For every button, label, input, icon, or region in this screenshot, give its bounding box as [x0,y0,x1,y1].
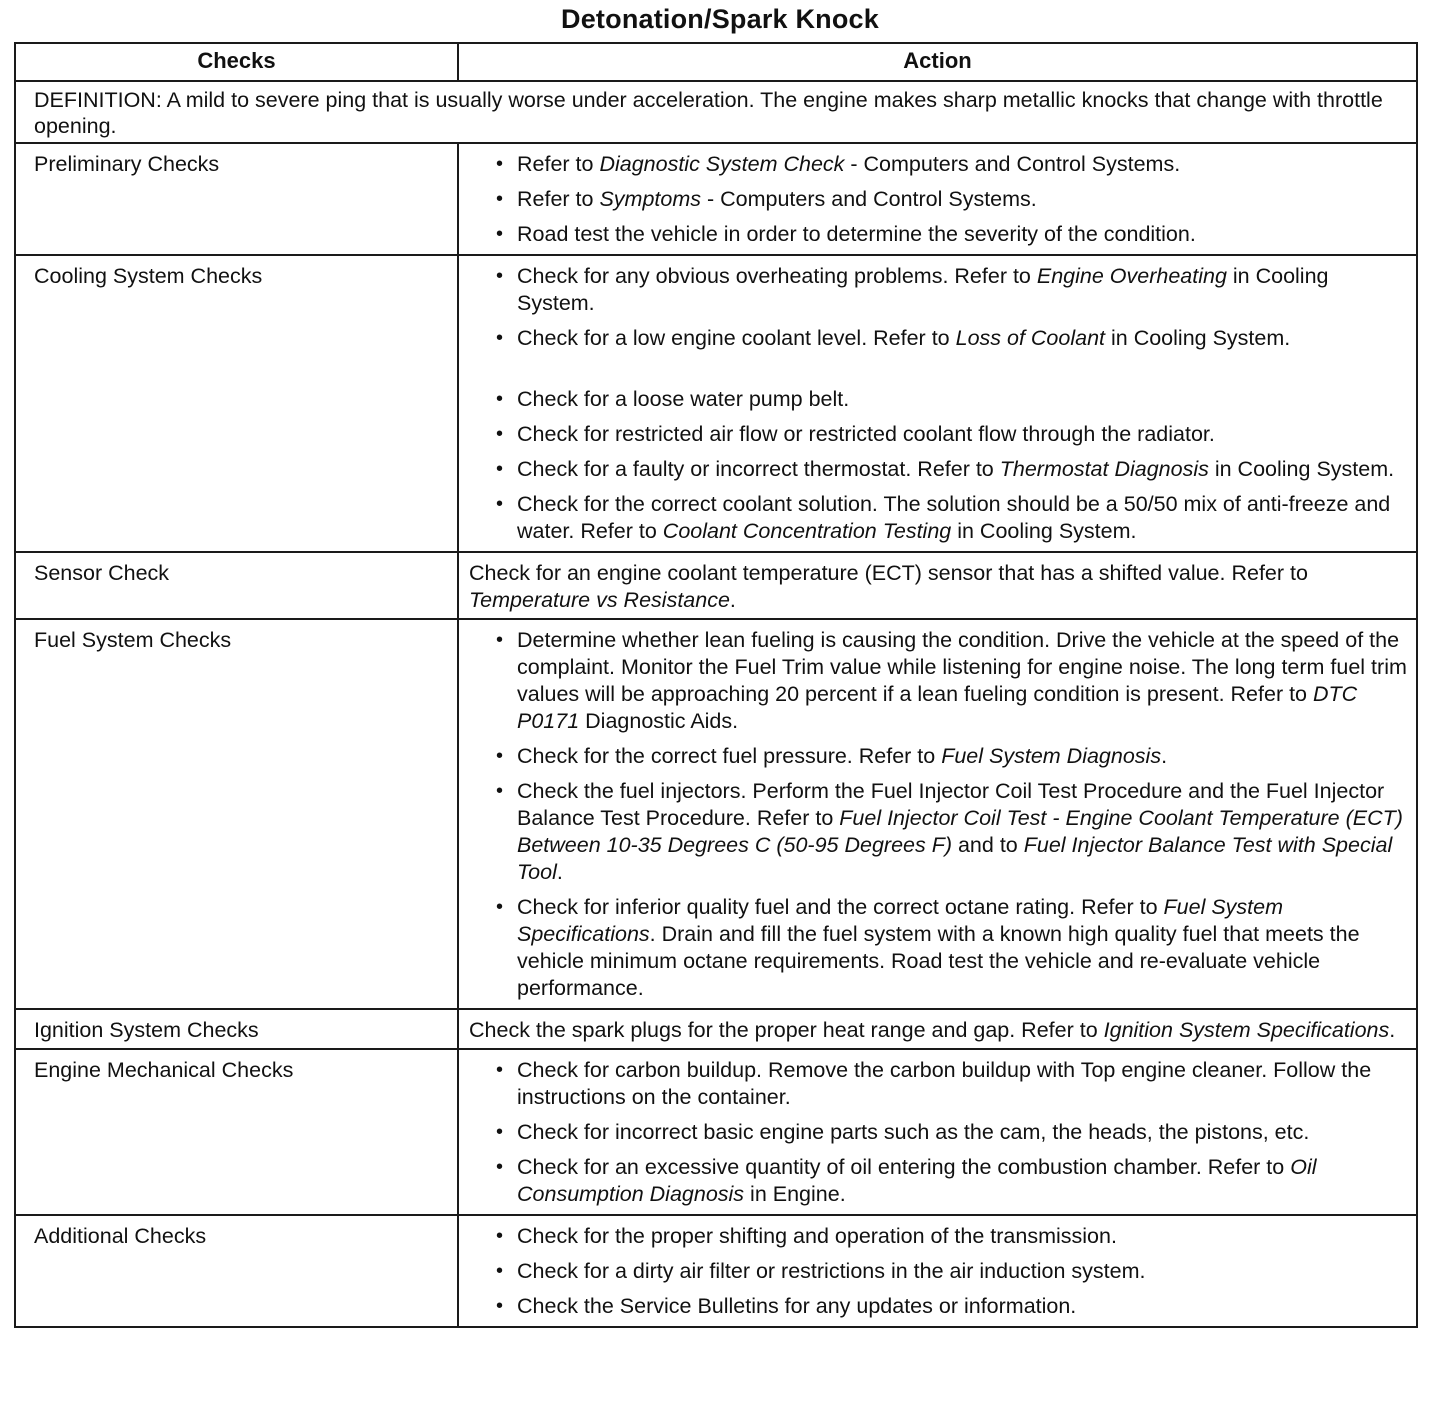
text-run: and to [952,833,1024,857]
reference-link-text: Fuel System Diagnosis [941,744,1162,768]
text-run: Diagnostic Aids. [579,709,739,733]
list-item [469,894,1410,1002]
list-item [469,421,1410,448]
definition-row [15,81,1417,143]
list-item [469,151,1410,178]
list-item [469,263,1410,317]
reference-link-text: Fuel Injector Balance Test with Special Tool [517,833,1393,884]
check-category-cell: Engine Mechanical Checks [15,1049,458,1215]
text-run: . [1389,1018,1396,1042]
reference-link-text: Ignition System Specifications [1103,1018,1390,1042]
text-run: Check for a low engine coolant level. Refer to [517,326,956,350]
action-cell [458,1049,1417,1215]
action-cell [458,1009,1417,1049]
action-cell [458,619,1417,1009]
reference-link-text: Symptoms [599,187,702,211]
check-category-cell: Preliminary Checks [15,143,458,255]
action-list [469,1223,1410,1320]
reference-link-text: Loss of Coolant [955,326,1106,350]
text-run: in Engine. [744,1182,846,1206]
reference-link-text: Thermostat Diagnosis [999,457,1209,481]
text-run: Check for any obvious overheating problems. Refer to [517,264,1037,288]
text-run: Refer to [517,187,600,211]
text-run: Check for inferior quality fuel and the correct octane rating. Refer to [517,895,1164,919]
text-run: . [1161,744,1168,768]
list-item [469,778,1410,886]
table-row [15,255,1417,552]
list-item [469,186,1410,213]
check-category-cell: Additional Checks [15,1215,458,1327]
list-item [469,1057,1410,1111]
action-cell [458,255,1417,552]
reference-link-text: DTC P0171 [517,682,1358,733]
text-run: Check for the correct coolant solution. The solution should be a 50/50 mix of anti-freeze and water. Refer to [517,492,1391,543]
list-item [469,1293,1410,1320]
list-item [469,1223,1410,1250]
list-item [469,456,1410,483]
text-run: Determine whether lean fueling is causing the condition. Drive the vehicle at the speed of the complaint. Monitor the Fuel Trim value while listening for engine noise. The long term fuel trim values will be approaching 20 percent if a lean fueling condition is present. Refer to [517,628,1407,706]
reference-link-text: Diagnostic System Check [599,152,845,176]
list-item [469,1119,1410,1146]
text-run: Refer to [517,152,600,176]
text-run: in Cooling System. [951,519,1137,543]
check-category-cell: Fuel System Checks [15,619,458,1009]
list-item [469,1258,1410,1285]
table-row [15,1215,1417,1327]
action-list [469,1057,1410,1208]
text-run: Road test the vehicle in order to determine the severity of the condition. [517,222,1196,246]
text-run: in Cooling System. [1208,457,1395,481]
text-run: Check for incorrect basic engine parts such as the cam, the heads, the pistons, etc. [517,1120,1310,1144]
list-item [469,221,1410,248]
list-item [469,386,1410,413]
check-category-cell: Sensor Check [15,552,458,619]
action-list [469,263,1410,545]
text-run: Check for the proper shifting and operation of the transmission. [517,1224,1117,1248]
list-item [469,627,1410,735]
text-run: Check for a loose water pump belt. [517,387,850,411]
table-row [15,1049,1417,1215]
reference-link-text: Fuel System Specifications [517,895,1284,946]
text-run: Check for restricted air flow or restricted coolant flow through the radiator. [517,422,1215,446]
checks-column-header: Checks [15,43,458,81]
list-item [469,1154,1410,1208]
text-run: Check for an excessive quantity of oil entering the combustion chamber. Refer to [517,1155,1291,1179]
table-row [15,143,1417,255]
reference-link-text: Engine Overheating [1036,264,1227,288]
text-run: Check for carbon buildup. Remove the carbon buildup with Top engine cleaner. Follow the instructions on the container. [517,1058,1372,1109]
reference-link-text: Coolant Concentration Testing [662,519,952,543]
check-category-cell: Cooling System Checks [15,255,458,552]
text-run: in Cooling System. [1105,326,1291,350]
action-cell [458,1215,1417,1327]
table-row [15,1009,1417,1049]
list-item [469,743,1410,770]
text-run: . Drain and fill the fuel system with a known high quality fuel that meets the vehicle minimum octane requirements. Road test the vehicle and re-evaluate vehicle performance. [517,922,1360,1000]
text-run: . [556,860,563,884]
diagnostic-table [14,42,1418,1328]
text-run: Check for a dirty air filter or restrictions in the air induction system. [517,1259,1146,1283]
action-text [469,1017,1410,1044]
text-run: - Computers and Control Systems. [844,152,1181,176]
reference-link-text: Oil Consumption Diagnosis [517,1155,1317,1206]
text-run: Check the spark plugs for the proper heat range and gap. Refer to [469,1018,1104,1042]
list-item [469,491,1410,545]
action-text [469,560,1410,614]
table-row [15,552,1417,619]
page-title: Detonation/Spark Knock [561,4,879,34]
text-run: Check the Service Bulletins for any updates or information. [517,1294,1077,1318]
action-list [469,151,1410,248]
text-run: Check for the correct fuel pressure. Refer to [517,744,942,768]
action-list [469,627,1410,1002]
text-run: - Computers and Control Systems. [701,187,1037,211]
text-run: Check for a faulty or incorrect thermostat. Refer to [517,457,1000,481]
reference-link-text: Fuel Injector Coil Test - Engine Coolant Temperature (ECT) Between 10-35 Degrees C (50-95 Degrees F) [517,806,1403,857]
action-cell [458,552,1417,619]
check-category-cell: Ignition System Checks [15,1009,458,1049]
action-cell [458,143,1417,255]
definition-text: DEFINITION: A mild to severe ping that is usually worse under acceleration. The engine makes sharp metallic knocks that change with throttle opening. [15,81,1417,143]
table-row [15,619,1417,1009]
text-run: in Cooling System. [517,264,1329,315]
text-run: Check for an engine coolant temperature (ECT) sensor that has a shifted value. Refer to [469,561,1308,585]
list-item [469,325,1410,352]
text-run: Check the fuel injectors. Perform the Fuel Injector Coil Test Procedure and the Fuel Injector Balance Test Procedure. Refer to [517,779,1385,830]
action-column-header: Action [458,43,1417,81]
text-run: . [729,588,736,612]
reference-link-text: Temperature vs Resistance [469,588,730,612]
table-header-row [15,43,1417,81]
